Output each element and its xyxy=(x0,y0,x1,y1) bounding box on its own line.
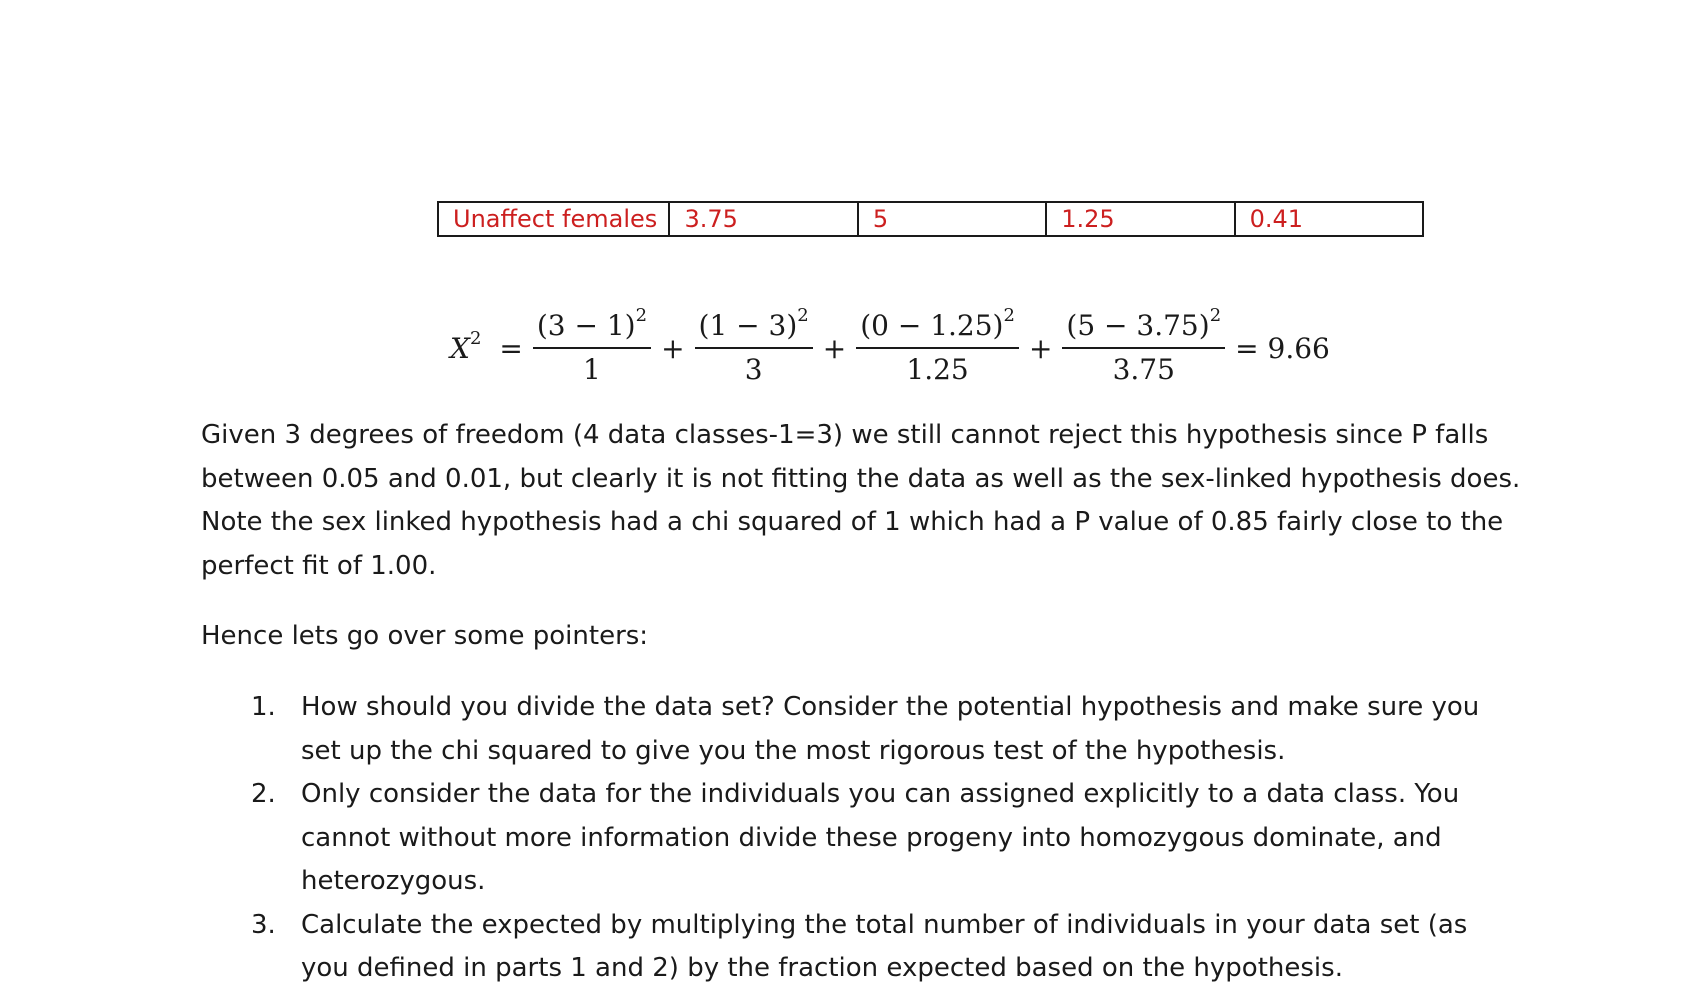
data-table xyxy=(437,201,1424,237)
term-numerator: (3 − 1) xyxy=(536,309,636,342)
list-item xyxy=(201,904,1521,991)
list-item-text: Only consider the data for the individuals you can assigned explicitly to a data class. You cannot without more information divide these progeny into homozygous dominate, and heterozygous. xyxy=(301,779,1460,896)
term-numerator: (1 − 3) xyxy=(698,309,798,342)
list-marker: 2. xyxy=(251,779,276,809)
term-denominator: 3.75 xyxy=(1112,353,1175,386)
equation-result: = 9.66 xyxy=(1235,331,1330,365)
table-cell: 0.41 xyxy=(1235,202,1423,236)
table-row-label: Unaffect females xyxy=(438,202,669,236)
term-denominator: 3 xyxy=(744,353,763,386)
term-numerator: (5 − 3.75) xyxy=(1066,309,1210,342)
list-marker: 1. xyxy=(251,692,276,722)
paragraph-pointers-intro: Hence lets go over some pointers: xyxy=(201,621,649,651)
table-cell: 1.25 xyxy=(1046,202,1234,236)
chi-squared-equation xyxy=(450,306,1336,390)
table-cell: 3.75 xyxy=(669,202,857,236)
table-cell: 5 xyxy=(858,202,1046,236)
plus-sign: + xyxy=(1028,331,1053,365)
list-item xyxy=(201,686,1521,773)
equation-term: $\frac{(1 - 3)^2}{3}$ xyxy=(695,307,813,389)
term-denominator: 1 xyxy=(583,353,601,386)
list-item-text: How should you divide the data set? Consider the potential hypothesis and make sure you set up the chi squared to give you the most rigorous test of the hypothesis. xyxy=(301,692,1480,766)
equation-term: $\frac{(3 - 1)^2}{1}$ xyxy=(533,307,651,389)
list-marker: 3. xyxy=(251,909,276,940)
list-item-text: Calculate the expected by multiplying the total number of individuals in your data set (as you defined in parts 1 and 2) by the fraction expected based on the hypothesis. xyxy=(301,909,1468,983)
equals-sign: = xyxy=(499,331,523,365)
plus-sign: + xyxy=(661,331,685,365)
pointers-list xyxy=(201,686,1521,991)
term-denominator: 1.25 xyxy=(906,353,969,386)
table-row xyxy=(438,202,1423,236)
equation-term: $\frac{(5 - 3.75)^2}{3.75}$ xyxy=(1062,307,1225,389)
term-numerator: (0 − 1.25) xyxy=(860,309,1004,342)
equation-lhs: $X^2$ xyxy=(450,327,482,365)
paragraph-chi-squared-conclusion: Given 3 degrees of freedom (4 data classes-1=3) we still cannot reject this hypothesis since P falls between 0.05 and 0.01, but clearly it is not fitting the data as well as the sex-linked hypothesis does. Note the sex linked hypothesis had a chi squared of 1 which had a P value of 0.85 fairly close to the perfect fit of 1.00. xyxy=(201,420,1521,581)
plus-sign: + xyxy=(822,331,847,365)
equation-term: $\frac{(0 - 1.25)^2}{1.25}$ xyxy=(856,307,1019,389)
list-item xyxy=(201,773,1521,904)
